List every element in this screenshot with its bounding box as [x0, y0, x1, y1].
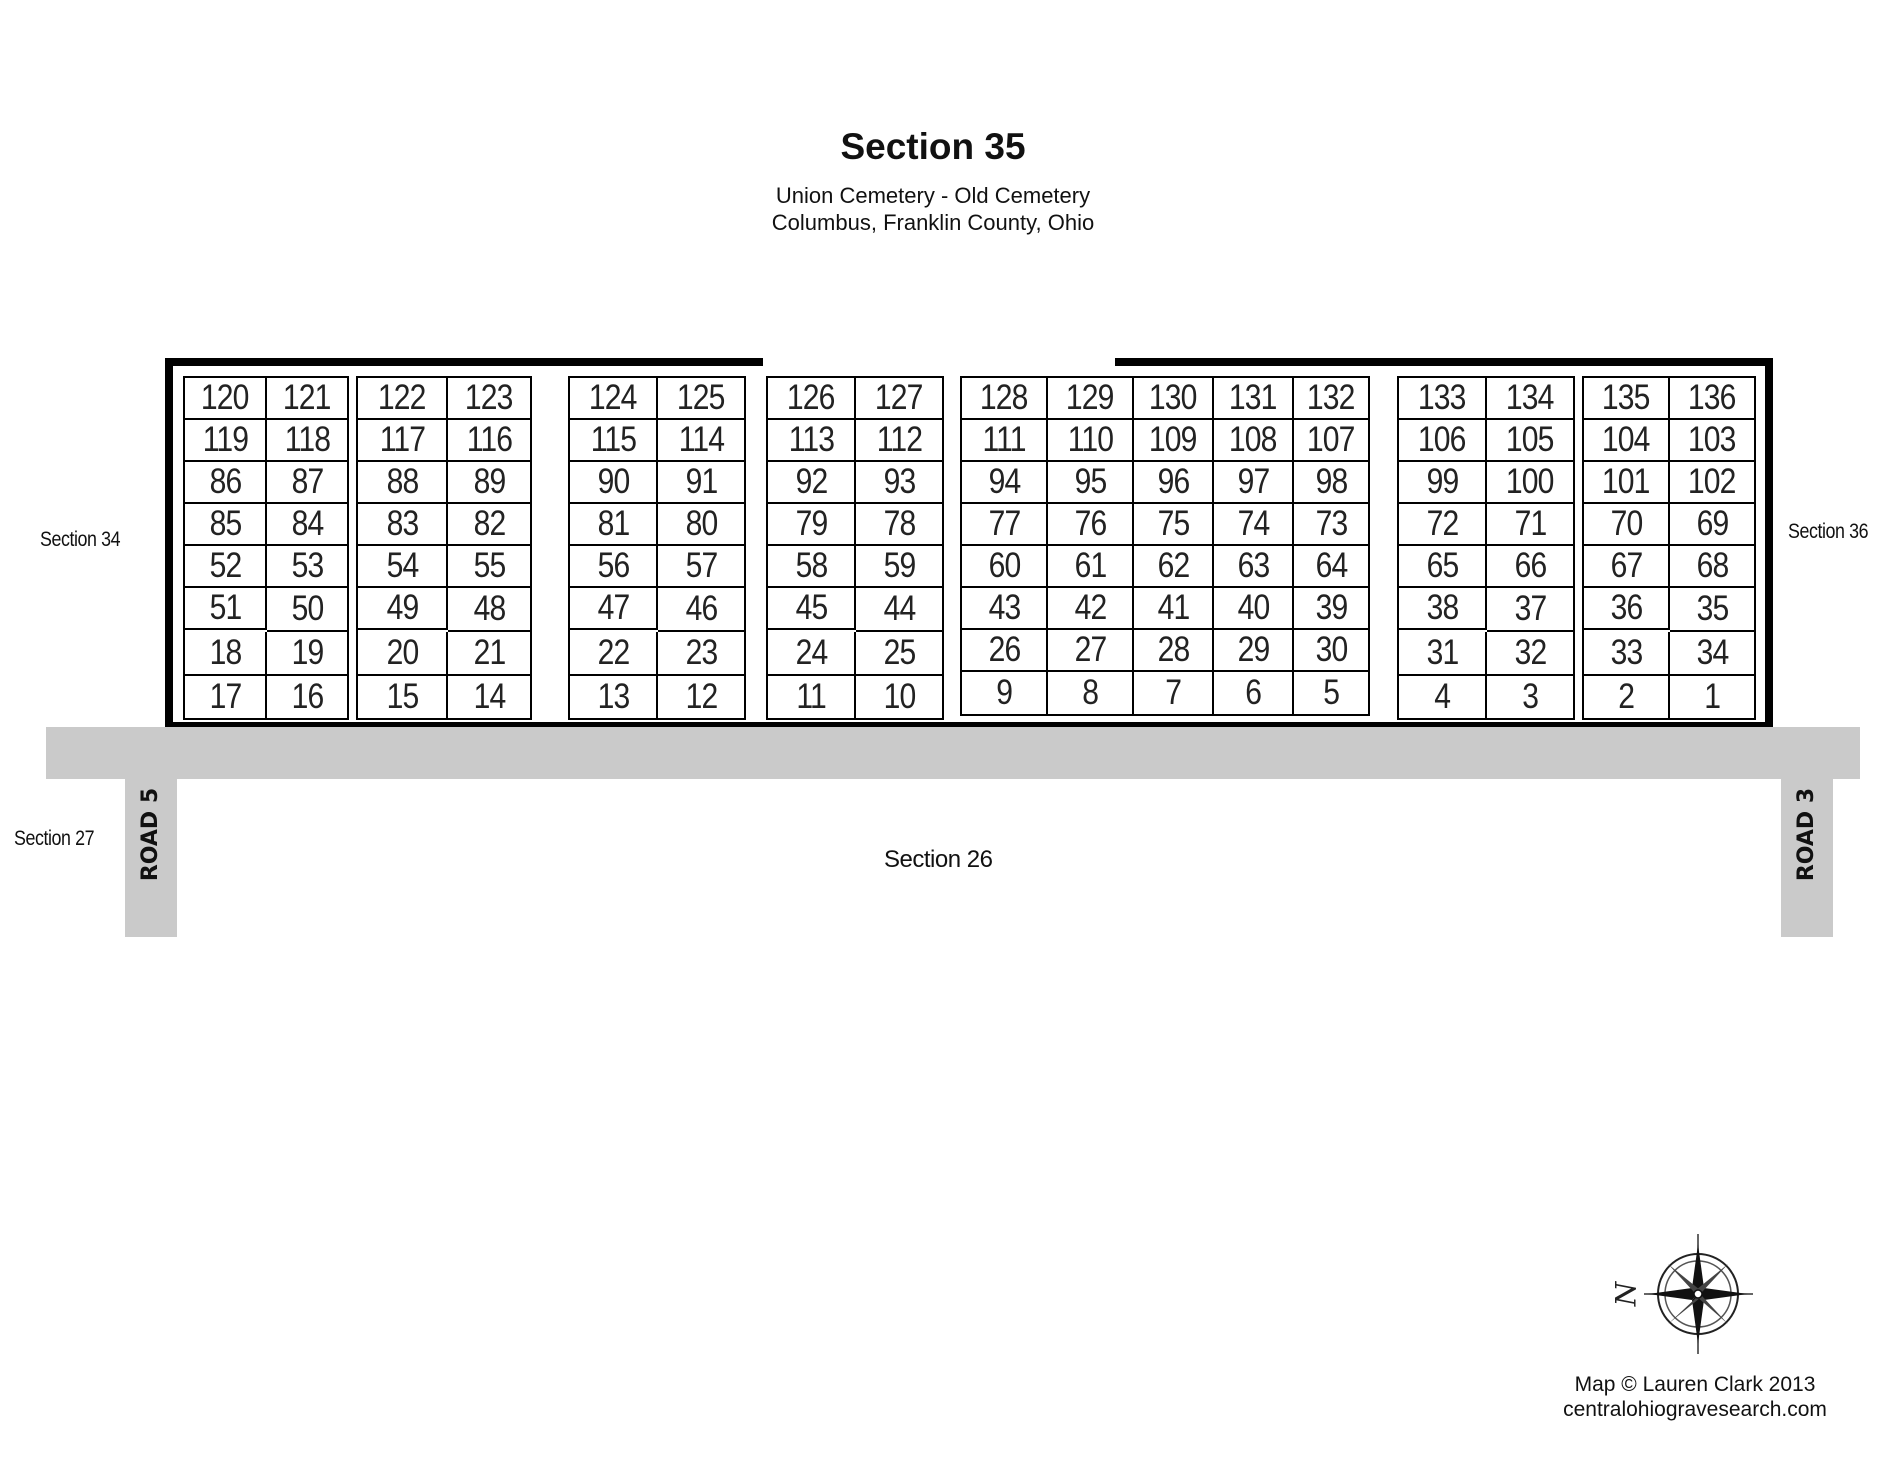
plot-number: 124: [589, 378, 637, 417]
plot-130: [1134, 378, 1214, 420]
plot-123: [448, 378, 532, 420]
plot-number: 15: [386, 677, 418, 716]
plot-number: 45: [795, 588, 827, 627]
plot-number: 114: [678, 420, 724, 459]
plot-number: 130: [1149, 378, 1197, 417]
plot-number: 84: [291, 504, 323, 543]
plot-number: 122: [378, 378, 426, 417]
plot-number: 39: [1315, 588, 1347, 627]
plot-66: [1487, 546, 1575, 588]
plot-104: [1584, 420, 1670, 462]
plot-block-1: [183, 376, 349, 720]
plot-49: [358, 588, 448, 630]
plot-number: 99: [1426, 462, 1458, 501]
plot-64: [1294, 546, 1370, 588]
plot-number: 20: [386, 633, 418, 672]
plot-81: [570, 504, 658, 546]
plot-number: 55: [473, 546, 505, 585]
plot-19: [267, 632, 349, 676]
plot-129: [1048, 378, 1134, 420]
plot-50: [267, 588, 349, 632]
plot-number: 33: [1610, 633, 1642, 672]
plot-number: 6: [1245, 673, 1261, 712]
plot-126: [768, 378, 856, 420]
plot-18: [185, 632, 267, 676]
plot-number: 1: [1704, 677, 1720, 716]
plot-number: 108: [1229, 420, 1277, 459]
plot-number: 119: [202, 420, 248, 459]
plot-number: 8: [1082, 673, 1098, 712]
plot-number: 103: [1688, 420, 1736, 459]
plot-number: 117: [379, 420, 425, 459]
plot-number: 116: [466, 420, 512, 459]
plot-number: 34: [1696, 633, 1728, 672]
plot-37: [1487, 588, 1575, 632]
plot-82: [448, 504, 532, 546]
plot-102: [1670, 462, 1756, 504]
plot-number: 16: [291, 677, 323, 716]
plot-number: 107: [1307, 420, 1355, 459]
cemetery-name: Union Cemetery - Old Cemetery: [775, 183, 1091, 208]
plot-10: [856, 676, 944, 720]
plot-number: 102: [1688, 462, 1736, 501]
plot-number: 49: [386, 588, 418, 627]
plot-number: 9: [996, 673, 1012, 712]
plot-54: [358, 546, 448, 588]
north-entrance-gap: [763, 358, 1115, 366]
plot-35: [1670, 588, 1756, 632]
plot-block-6: [1397, 376, 1575, 720]
plot-93: [856, 462, 944, 504]
plot-number: 80: [685, 504, 717, 543]
plot-42: [1048, 588, 1134, 630]
plot-98: [1294, 462, 1370, 504]
plot-24: [768, 632, 856, 676]
plot-120: [185, 378, 267, 420]
plot-number: 19: [291, 633, 323, 672]
plot-number: 47: [597, 588, 629, 627]
plot-number: 32: [1514, 633, 1546, 672]
plot-25: [856, 632, 944, 676]
plot-12: [658, 676, 746, 720]
plot-107: [1294, 420, 1370, 462]
plot-29: [1214, 630, 1294, 672]
plot-117: [358, 420, 448, 462]
plot-number: 88: [386, 462, 418, 501]
plot-115: [570, 420, 658, 462]
plot-90: [570, 462, 658, 504]
plot-71: [1487, 504, 1575, 546]
plot-number: 115: [590, 420, 636, 459]
cemetery-location: Columbus, Franklin County, Ohio: [771, 210, 1095, 235]
plot-99: [1399, 462, 1487, 504]
plot-number: 133: [1418, 378, 1466, 417]
plot-number: 136: [1688, 378, 1736, 417]
plot-number: 51: [209, 588, 241, 627]
section-26-label: Section 26: [884, 846, 993, 873]
plot-number: 74: [1237, 504, 1269, 543]
plot-number: 13: [597, 677, 629, 716]
plot-number: 87: [291, 462, 323, 501]
plot-46: [658, 588, 746, 632]
plot-56: [570, 546, 658, 588]
plot-number: 60: [988, 546, 1020, 585]
plot-number: 100: [1506, 462, 1554, 501]
plot-number: 21: [473, 633, 505, 672]
plot-14: [448, 676, 532, 720]
plot-48: [448, 588, 532, 632]
plot-number: 26: [988, 630, 1020, 669]
plot-65: [1399, 546, 1487, 588]
plot-number: 72: [1426, 504, 1458, 543]
plot-number: 91: [685, 462, 717, 501]
plot-133: [1399, 378, 1487, 420]
plot-number: 106: [1418, 420, 1466, 459]
section-27-label: Section 27: [14, 827, 95, 850]
page-title: Section 35: [840, 126, 1026, 167]
plot-number: 31: [1426, 633, 1458, 672]
plot-27: [1048, 630, 1134, 672]
plot-69: [1670, 504, 1756, 546]
plot-5: [1294, 672, 1370, 716]
plot-block-5: [960, 376, 1370, 716]
plot-113: [768, 420, 856, 462]
section-34-label: Section 34: [40, 528, 121, 551]
plot-75: [1134, 504, 1214, 546]
plot-110: [1048, 420, 1134, 462]
plot-94: [962, 462, 1048, 504]
plot-55: [448, 546, 532, 588]
plot-89: [448, 462, 532, 504]
plot-number: 24: [795, 633, 827, 672]
plot-17: [185, 676, 267, 720]
road-5-label: ROAD 5: [138, 787, 164, 881]
plot-number: 105: [1506, 420, 1554, 459]
plot-111: [962, 420, 1048, 462]
plot-number: 86: [209, 462, 241, 501]
section-36-label: Section 36: [1788, 520, 1869, 543]
plot-number: 11: [796, 677, 826, 716]
plot-41: [1134, 588, 1214, 630]
plot-119: [185, 420, 267, 462]
plot-number: 95: [1074, 462, 1106, 501]
plot-101: [1584, 462, 1670, 504]
plot-number: 82: [473, 504, 505, 543]
plot-44: [856, 588, 944, 632]
plot-number: 112: [876, 420, 922, 459]
plot-number: 3: [1522, 677, 1538, 716]
plot-84: [267, 504, 349, 546]
plot-6: [1214, 672, 1294, 716]
plot-number: 123: [465, 378, 513, 417]
compass-rose-icon: [1608, 1230, 1758, 1360]
plot-105: [1487, 420, 1575, 462]
plot-number: 14: [473, 677, 505, 716]
plot-number: 28: [1157, 630, 1189, 669]
plot-number: 118: [284, 420, 330, 459]
plot-78: [856, 504, 944, 546]
plot-88: [358, 462, 448, 504]
section-35-plot-grid: [165, 358, 1773, 730]
plot-number: 96: [1157, 462, 1189, 501]
plot-number: 104: [1602, 420, 1650, 459]
plot-number: 85: [209, 504, 241, 543]
plot-86: [185, 462, 267, 504]
plot-85: [185, 504, 267, 546]
plot-number: 18: [209, 633, 241, 672]
plot-block-2: [356, 376, 532, 720]
plot-134: [1487, 378, 1575, 420]
plot-59: [856, 546, 944, 588]
plot-30: [1294, 630, 1370, 672]
plot-number: 62: [1157, 546, 1189, 585]
plot-number: 41: [1157, 588, 1189, 627]
plot-20: [358, 632, 448, 676]
plot-number: 61: [1074, 546, 1106, 585]
plot-16: [267, 676, 349, 720]
road-3-label: ROAD 3: [1794, 787, 1820, 881]
plot-number: 73: [1315, 504, 1347, 543]
plot-73: [1294, 504, 1370, 546]
plot-83: [358, 504, 448, 546]
plot-number: 101: [1602, 462, 1650, 501]
plot-118: [267, 420, 349, 462]
plot-63: [1214, 546, 1294, 588]
road-3: [1781, 779, 1833, 937]
plot-121: [267, 378, 349, 420]
plot-number: 90: [597, 462, 629, 501]
plot-132: [1294, 378, 1370, 420]
plot-number: 64: [1315, 546, 1347, 585]
map-credit: Map © Lauren Clark 2013: [1574, 1373, 1816, 1396]
plot-number: 131: [1229, 378, 1277, 417]
plot-131: [1214, 378, 1294, 420]
plot-number: 70: [1610, 504, 1642, 543]
plot-number: 66: [1514, 546, 1546, 585]
plot-number: 76: [1074, 504, 1106, 543]
plot-136: [1670, 378, 1756, 420]
plot-68: [1670, 546, 1756, 588]
plot-number: 10: [883, 677, 915, 716]
plot-number: 68: [1696, 546, 1728, 585]
plot-33: [1584, 632, 1670, 676]
plot-number: 120: [201, 378, 249, 417]
plot-block-3: [568, 376, 746, 720]
plot-31: [1399, 632, 1487, 676]
plot-number: 25: [883, 633, 915, 672]
plot-number: 97: [1237, 462, 1269, 501]
compass-north-label: N: [1609, 1281, 1643, 1307]
plot-number: 37: [1514, 589, 1546, 628]
website-credit: centralohiogravesearch.com: [1563, 1398, 1827, 1421]
plot-number: 29: [1237, 630, 1269, 669]
plot-116: [448, 420, 532, 462]
plot-number: 17: [209, 677, 241, 716]
plot-number: 35: [1696, 589, 1728, 628]
plot-number: 79: [795, 504, 827, 543]
road-5: [125, 779, 177, 937]
plot-47: [570, 588, 658, 630]
plot-number: 121: [283, 378, 331, 417]
plot-124: [570, 378, 658, 420]
plot-number: 57: [685, 546, 717, 585]
plot-number: 44: [883, 589, 915, 628]
plot-number: 63: [1237, 546, 1269, 585]
plot-103: [1670, 420, 1756, 462]
plot-number: 54: [386, 546, 418, 585]
plot-95: [1048, 462, 1134, 504]
plot-number: 42: [1074, 588, 1106, 627]
plot-number: 59: [883, 546, 915, 585]
plot-13: [570, 676, 658, 720]
plot-58: [768, 546, 856, 588]
plot-number: 128: [980, 378, 1028, 417]
plot-number: 2: [1618, 677, 1634, 716]
plot-51: [185, 588, 267, 630]
plot-87: [267, 462, 349, 504]
plot-number: 92: [795, 462, 827, 501]
plot-122: [358, 378, 448, 420]
plot-number: 53: [291, 546, 323, 585]
plot-60: [962, 546, 1048, 588]
plot-109: [1134, 420, 1214, 462]
plot-106: [1399, 420, 1487, 462]
plot-34: [1670, 632, 1756, 676]
plot-67: [1584, 546, 1670, 588]
plot-number: 30: [1315, 630, 1347, 669]
plot-8: [1048, 672, 1134, 716]
plot-number: 111: [982, 420, 1026, 459]
plot-number: 134: [1506, 378, 1554, 417]
plot-128: [962, 378, 1048, 420]
plot-79: [768, 504, 856, 546]
plot-number: 67: [1610, 546, 1642, 585]
plot-70: [1584, 504, 1670, 546]
plot-80: [658, 504, 746, 546]
plot-number: 83: [386, 504, 418, 543]
plot-22: [570, 632, 658, 676]
plot-3: [1487, 676, 1575, 720]
plot-number: 38: [1426, 588, 1458, 627]
plot-21: [448, 632, 532, 676]
plot-28: [1134, 630, 1214, 672]
plot-97: [1214, 462, 1294, 504]
plot-number: 46: [685, 589, 717, 628]
plot-number: 129: [1066, 378, 1114, 417]
plot-number: 58: [795, 546, 827, 585]
plot-7: [1134, 672, 1214, 716]
plot-number: 132: [1307, 378, 1355, 417]
plot-number: 75: [1157, 504, 1189, 543]
plot-number: 110: [1067, 420, 1113, 459]
plot-38: [1399, 588, 1487, 630]
plot-number: 98: [1315, 462, 1347, 501]
plot-number: 126: [787, 378, 835, 417]
plot-96: [1134, 462, 1214, 504]
plot-72: [1399, 504, 1487, 546]
plot-number: 22: [597, 633, 629, 672]
plot-36: [1584, 588, 1670, 630]
plot-number: 50: [291, 589, 323, 628]
plot-number: 43: [988, 588, 1020, 627]
plot-number: 93: [883, 462, 915, 501]
plot-number: 40: [1237, 588, 1269, 627]
plot-number: 81: [597, 504, 629, 543]
plot-62: [1134, 546, 1214, 588]
plot-number: 4: [1434, 677, 1450, 716]
plot-number: 7: [1165, 673, 1181, 712]
plot-number: 94: [988, 462, 1020, 501]
plot-block-4: [766, 376, 944, 720]
plot-57: [658, 546, 746, 588]
plot-100: [1487, 462, 1575, 504]
plot-number: 65: [1426, 546, 1458, 585]
plot-number: 127: [875, 378, 923, 417]
plot-number: 52: [209, 546, 241, 585]
plot-number: 5: [1323, 673, 1339, 712]
plot-108: [1214, 420, 1294, 462]
plot-number: 78: [883, 504, 915, 543]
plot-number: 27: [1074, 630, 1106, 669]
plot-number: 77: [988, 504, 1020, 543]
plot-number: 36: [1610, 588, 1642, 627]
plot-26: [962, 630, 1048, 672]
plot-number: 113: [788, 420, 834, 459]
plot-76: [1048, 504, 1134, 546]
plot-11: [768, 676, 856, 720]
plot-number: 135: [1602, 378, 1650, 417]
plot-32: [1487, 632, 1575, 676]
plot-127: [856, 378, 944, 420]
plot-39: [1294, 588, 1370, 630]
plot-61: [1048, 546, 1134, 588]
plot-number: 56: [597, 546, 629, 585]
plot-52: [185, 546, 267, 588]
plot-77: [962, 504, 1048, 546]
plot-91: [658, 462, 746, 504]
plot-114: [658, 420, 746, 462]
plot-23: [658, 632, 746, 676]
plot-number: 89: [473, 462, 505, 501]
plot-15: [358, 676, 448, 720]
road-south: [46, 727, 1860, 779]
plot-125: [658, 378, 746, 420]
plot-1: [1670, 676, 1756, 720]
plot-53: [267, 546, 349, 588]
plot-9: [962, 672, 1048, 716]
plot-number: 69: [1696, 504, 1728, 543]
plot-92: [768, 462, 856, 504]
plot-45: [768, 588, 856, 630]
plot-135: [1584, 378, 1670, 420]
plot-block-7: [1582, 376, 1756, 720]
plot-43: [962, 588, 1048, 630]
plot-number: 12: [685, 677, 717, 716]
plot-4: [1399, 676, 1487, 720]
plot-number: 23: [685, 633, 717, 672]
plot-112: [856, 420, 944, 462]
plot-40: [1214, 588, 1294, 630]
plot-number: 48: [473, 589, 505, 628]
plot-number: 71: [1514, 504, 1546, 543]
plot-number: 125: [677, 378, 725, 417]
plot-2: [1584, 676, 1670, 720]
plot-number: 109: [1149, 420, 1197, 459]
plot-74: [1214, 504, 1294, 546]
